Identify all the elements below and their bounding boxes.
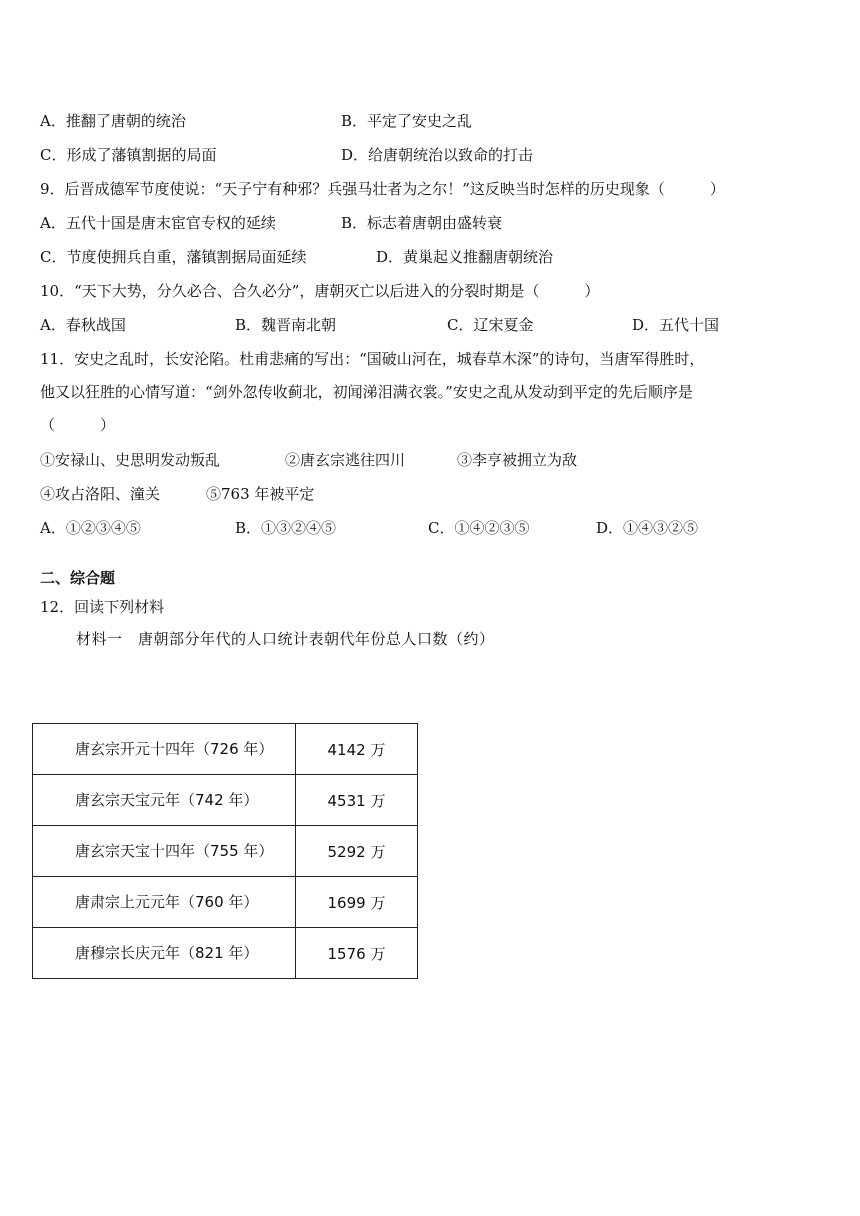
population-cell: 4142 万 (296, 724, 418, 775)
section-heading: 二、综合题 (40, 569, 116, 587)
population-cell: 4531 万 (296, 775, 418, 826)
q11-option-d: D．①④③②⑤ (596, 519, 699, 537)
q11-stem-line1: 11．安史之乱时，长安沦陷。杜甫悲痛的写出：“国破山河在，城春草木深”的诗句，当唐军得胜时， (40, 350, 705, 368)
q10-option-d: D．五代十国 (632, 316, 720, 334)
q8-option-c: C．形成了藩镇割据的局面 (40, 146, 217, 164)
table-row (33, 724, 418, 775)
period-cell: 唐穆宗长庆元年（821 年） (33, 928, 296, 979)
q8-option-a: A．推翻了唐朝的统治 (40, 112, 186, 130)
table-row (33, 775, 418, 826)
q11-stem-line3: （ ） (40, 416, 116, 434)
q9-option-c: C．节度使拥兵自重，藩镇割据局面延续 (40, 248, 307, 266)
q10-option-b: B．魏晋南北朝 (235, 316, 337, 334)
population-table (32, 723, 418, 979)
period-cell: 唐玄宗开元十四年（726 年） (33, 724, 296, 775)
q9-option-a: A．五代十国是唐末宦官专权的延续 (40, 214, 276, 232)
q12-stem: 12．回读下列材料 (40, 598, 165, 616)
period-cell: 唐玄宗天宝十四年（755 年） (33, 826, 296, 877)
q11-item-1: ①安禄山、史思明发动叛乱 (40, 451, 221, 469)
q11-item-5: ⑤763 年被平定 (206, 485, 315, 503)
period-cell: 唐玄宗天宝元年（742 年） (33, 775, 296, 826)
q11-option-a: A．①②③④⑤ (40, 519, 141, 537)
period-cell: 唐肃宗上元元年（760 年） (33, 877, 296, 928)
q11-option-c: C．①④②③⑤ (428, 519, 530, 537)
q11-stem-line2: 他又以狂胜的心情写道：“剑外忽传收蓟北，初闻涕泪满衣裳。”安史之乱从发动到平定的先后顺序是 (40, 383, 693, 401)
population-cell: 1576 万 (296, 928, 418, 979)
table-row (33, 928, 418, 979)
q11-item-3: ③李亨被拥立为敌 (457, 451, 578, 469)
q9-option-d: D．黄巢起义推翻唐朝统治 (376, 248, 554, 266)
q9-stem: 9．后晋成德军节度使说：“天子宁有种邪？兵强马壮者为之尔！”这反映当时怎样的历史现象（ ） (40, 180, 725, 198)
population-cell: 1699 万 (296, 877, 418, 928)
table-row (33, 826, 418, 877)
q10-option-c: C．辽宋夏金 (447, 316, 534, 334)
q8-option-b: B．平定了安史之乱 (341, 112, 473, 130)
q8-option-d: D．给唐朝统治以致命的打击 (341, 146, 534, 164)
material-one-caption: 材料一 唐朝部分年代的人口统计表朝代年份总人口数（约） (76, 630, 495, 648)
q11-option-b: B．①③②④⑤ (235, 519, 337, 537)
table-row (33, 877, 418, 928)
q9-option-b: B．标志着唐朝由盛转衰 (341, 214, 503, 232)
q10-stem: 10．“天下大势，分久必合、合久必分”，唐朝灭亡以后进入的分裂时期是（ ） (40, 282, 600, 300)
population-cell: 5292 万 (296, 826, 418, 877)
q11-item-2: ②唐玄宗逃往四川 (285, 451, 406, 469)
q10-option-a: A．春秋战国 (40, 316, 126, 334)
q11-item-4: ④攻占洛阳、潼关 (40, 485, 161, 503)
